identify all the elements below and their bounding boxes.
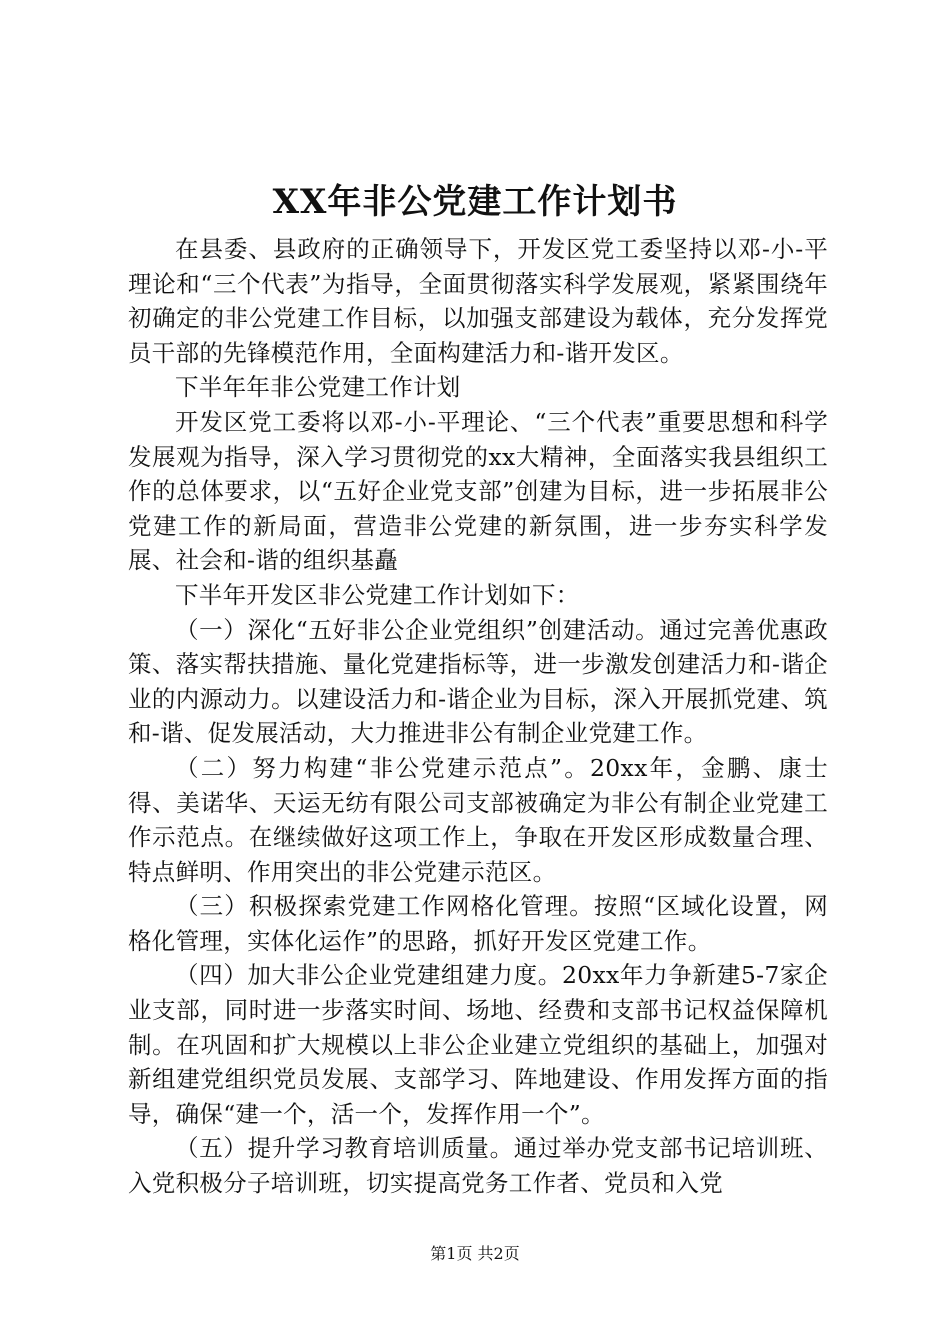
paragraph-intro: 在县委、县政府的正确领导下，开发区党工委坚持以邓-小-平理论和“三个代表”为指导，全面贯彻落实科学发展观，紧紧围绕年初确定的非公党建工作目标，以加强支部建设为载体，充分发挥党员干部的先锋模范作用，全面构建活力和-谐开发区。 <box>128 235 828 367</box>
page-number: 第1页 共2页 <box>430 1244 520 1263</box>
paragraph-item-5: （五）提升学习教育培训质量。通过举办党支部书记培训班、入党积极分子培训班，切实提高党务工作者、党员和入党 <box>128 1134 828 1198</box>
paragraph-item-1: （一）深化“五好非公企业党组织”创建活动。通过完善优惠政策、落实帮扶措施、量化党建指标等，进一步激发创建活力和-谐企业的内源动力。以建设活力和-谐企业为目标，深入开展抓党建、筑和-谐、促发展活动，大力推进非公有制企业党建工作。 <box>128 615 828 748</box>
paragraph-plan-intro: 下半年开发区非公党建工作计划如下： <box>175 580 580 609</box>
paragraph-item-3: （三）积极探索党建工作网格化管理。按照“区域化设置，网格化管理，实体化运作”的思路，抓好开发区党建工作。 <box>128 892 828 955</box>
paragraph-overview: 开发区党工委将以邓-小-平理论、“三个代表”重要思想和科学发展观为指导，深入学习贯彻党的xx大精神，全面落实我县组织工作的总体要求，以“五好企业党支部”创建为目标，进一步拓展非公党建工作的新局面，营造非公党建的新氛围，进一步夯实科学发展、社会和-谐的组织基矗 <box>128 407 828 575</box>
paragraph-item-4: （四）加大非公企业党建组建力度。20xx年力争新建5-7家企业支部，同时进一步落实时间、场地、经费和支部书记权益保障机制。在巩固和扩大规模以上非公企业建立党组织的基础上，加强对新组建党组织党员发展、支部学习、阵地建设、作用发挥方面的指导，确保“建一个，活一个，发挥作用一个”。 <box>128 961 828 1128</box>
paragraph-item-2: （二）努力构建“非公党建示范点”。20xx年，金鹏、康士得、美诺华、天运无纺有限公司支部被确定为非公有制企业党建工作示范点。在继续做好这项工作上，争取在开发区形成数量合理、特点鲜明、作用突出的非公党建示范区。 <box>128 753 828 886</box>
document-title: XX年非公党建工作计划书 <box>272 182 678 222</box>
document-body <box>128 232 828 1201</box>
paragraph-heading: 下半年年非公党建工作计划 <box>175 373 461 402</box>
